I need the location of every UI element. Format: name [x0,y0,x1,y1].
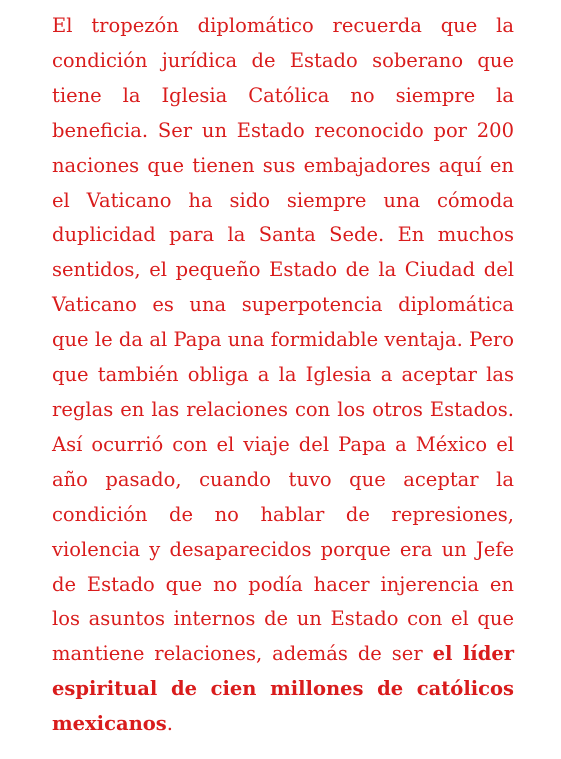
article-body [52,9,514,742]
paragraph-text: El tropezón diplomático recuerda que la condición jurídica de Estado soberano que tiene la Iglesia Católica no siempre la beneficia. Ser un Estado reconocido por 200 naciones que tienen sus embajadores aquí en el Vaticano ha sido siempre una cómoda duplicidad para la Santa Sede. En muchos sentidos, el pequeño Estado de la Ciudad del Vaticano es una superpotencia diplomática que le da al Papa una formidable ventaja. Pero que también obliga a la Iglesia a aceptar las reglas en las relaciones con los otros Estados. Así ocurrió con el viaje del Papa a México el año pasado, cuando tuvo que aceptar la condición de no hablar de represiones, violencia y desaparecidos porque era un Jefe de Estado que no podía hacer injerencia en los asuntos internos de un Estado con el que mantiene relaciones, además de ser [52,14,514,666]
article-paragraph [52,9,514,742]
paragraph-end: . [166,712,173,736]
paragraph-emphasis: el líder espiritual de cien millones de católicos mexicanos [52,642,515,736]
